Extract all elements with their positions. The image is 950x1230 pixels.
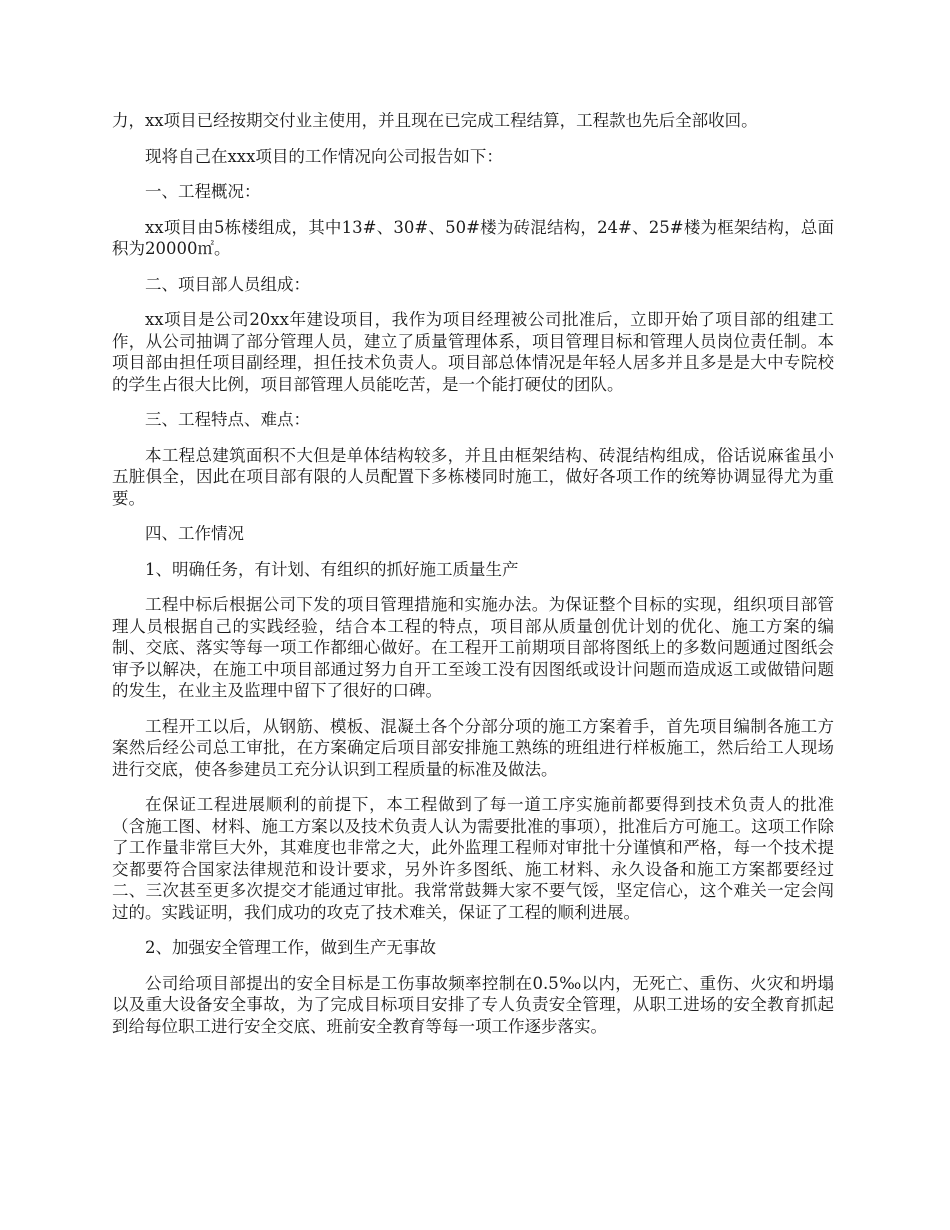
paragraph-quality-planning: 工程中标后根据公司下发的项目管理措施和实施办法。为保证整个目标的实现，组织项目部管理人员根据自己的实践经验，结合本工程的特点，项目部从质量创优计划的优化、施工方案的编制、交底、落实等每一项工作都细心做好。在工程开工前期项目部将图纸上的多数问题通过图纸会审予以解决，在施工中项目部通过努力自开工至竣工没有因图纸或设计问题而造成返工或做错问题的发生，在业主及监理中留下了很好的口碑。 xyxy=(112,595,834,700)
paragraph-construction-plans: 工程开工以后，从钢筋、模板、混凝土各个分部分项的施工方案着手，首先项目编制各施工方案然后经公司总工审批，在方案确定后项目部安排施工熟练的班组进行样板施工，然后给工人现场进行交底，使各参建员工充分认识到工程质量的标准及做法。 xyxy=(112,716,834,779)
paragraph-features-difficulties: 本工程总建筑面积不大但是单体结构较多，并且由框架结构、砖混结构组成，俗话说麻雀虽小五脏俱全，因此在项目部有限的人员配置下多栋楼同时施工，做好各项工作的统筹协调显得尤为重要。 xyxy=(112,445,834,508)
document-page xyxy=(112,110,834,1051)
paragraph-project-overview: xx项目由5栋楼组成，其中13#、30#、50#楼为砖混结构，24#、25#楼为框架结构，总面积为20000㎡。 xyxy=(112,217,834,258)
subheading-safety-management: 2、加强安全管理工作，做到生产无事故 xyxy=(145,938,436,957)
paragraph-report-intro: 现将自己在xxx项目的工作情况向公司报告如下： xyxy=(145,146,503,166)
subheading-quality-production: 1、明确任务，有计划、有组织的抓好施工质量生产 xyxy=(145,559,519,579)
heading-features-difficulties: 三、工程特点、难点： xyxy=(145,410,310,429)
paragraph-safety-goals: 公司给项目部提出的安全目标是工伤事故频率控制在0.5‰以内，无死亡、重伤、火灾和坍塌以及重大设备安全事故，为了完成目标项目安排了专人负责安全管理，从职工进场的安全教育抓起到给每位职工进行安全交底、班前安全教育等每一项工作逐步落实。 xyxy=(112,973,834,1036)
heading-project-overview: 一、工程概况： xyxy=(145,182,261,201)
paragraph-technical-approval: 在保证工程进展顺利的前提下，本工程做到了每一道工序实施前都要得到技术负责人的批准（含施工图、材料、施工方案以及技术负责人认为需要批准的事项），批准后方可施工。这项工作除了工作量非常巨大外，其难度也非常之大，此外监理工程师对审批十分谨慎和严格，每一个技术提交都要符合国家法律规范和设计要求，另外许多图纸、施工材料、永久设备和施工方案都要经过二、三次甚至更多次提交才能通过审批。我常常鼓舞大家不要气馁，坚定信心，这个难关一定会闯过的。实践证明，我们成功的攻克了技术难关，保证了工程的顺利进展。 xyxy=(112,795,834,922)
heading-work-status: 四、工作情况 xyxy=(145,524,244,543)
heading-staff-composition: 二、项目部人员组成： xyxy=(145,274,310,294)
paragraph-staff-composition: xx项目是公司20xx年建设项目，我作为项目经理被公司批准后，立即开始了项目部的组建工作，从公司抽调了部分管理人员，建立了质量管理体系，项目管理目标和管理人员岗位责任制。本项目部由担任项目副经理，担任技术负责人。项目部总体情况是年轻人居多并且多是是大中专院校的学生占很大比例，项目部管理人员能吃苦，是一个能打硬仗的团队。 xyxy=(112,310,834,394)
paragraph-continuation: 力，xx项目已经按期交付业主使用，并且现在已完成工程结算，工程款也先后全部收回。 xyxy=(112,111,758,130)
